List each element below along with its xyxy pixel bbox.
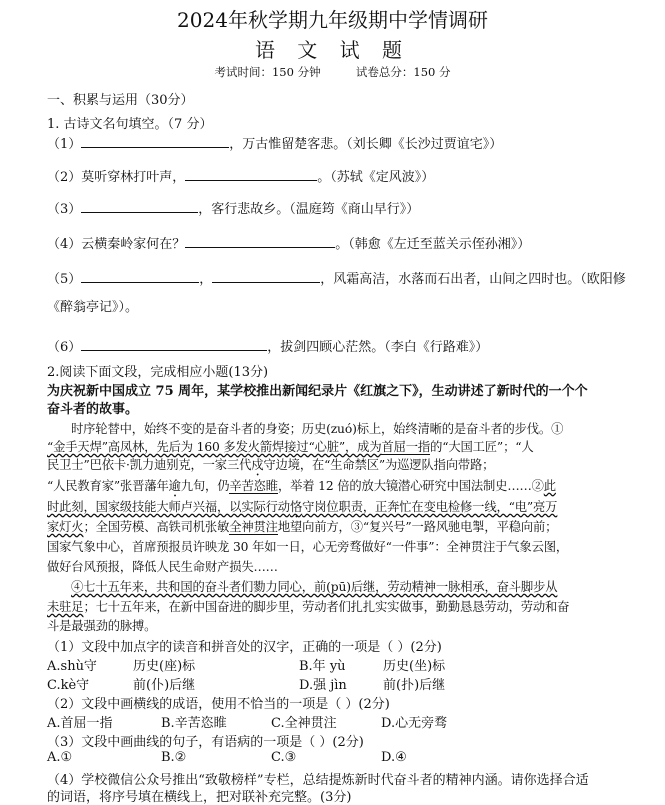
q1-item-2 <box>47 166 434 185</box>
text-span: 的“大国工匠”；“人 <box>430 440 534 454</box>
text-span: 民卫士”巴依卡·凯力迪别克，一家三代 <box>47 458 252 472</box>
item-number: （5） <box>47 272 82 287</box>
answer-blank[interactable] <box>81 135 229 148</box>
sub3-option-d[interactable]: D.④ <box>381 750 407 765</box>
q1-item-3 <box>47 198 419 217</box>
sub2-option-d[interactable]: D.心无旁骛 <box>381 716 448 731</box>
passage-line-9: ④七十五年来，共和国的奋斗者们勠力同心，前(pū)后继，劳动精神一脉相承，奋斗脚步从 <box>71 580 558 594</box>
item-number: （6） <box>47 340 82 355</box>
answer-blank[interactable] <box>81 270 199 283</box>
passage-line-10 <box>47 597 569 615</box>
answer-blank[interactable] <box>185 235 335 248</box>
q2-bold-line-1: 为庆祝新中国成立 75 周年，某学校推出新闻纪录片《红旗之下》，生动讲述了新时代的一个个 <box>47 384 588 399</box>
wavy-sentence-1: “金手天焊”高凤林，先后为 160 多发火箭焊接过“心脏”，成为 <box>47 440 382 454</box>
total-score: 试卷总分：150 分 <box>355 65 451 79</box>
wavy-sentence-4: 未驻足 <box>47 600 84 614</box>
item-number: （4） <box>47 237 82 252</box>
dotted-char-shu: 戍 <box>251 458 264 472</box>
q1-stem: 1. 古诗文名句填空。（7 分） <box>47 117 213 132</box>
sub3-option-a[interactable]: A.① <box>47 750 73 765</box>
item-text: ，风霜高洁，水落而石出者，山间之四时也。（欧阳修 <box>320 272 626 287</box>
sub3-option-b[interactable]: B.② <box>161 750 187 765</box>
item-text: ，客行悲故乡。（温庭筠《商山早行》） <box>198 202 420 217</box>
answer-blank[interactable] <box>212 270 320 283</box>
sub1-option-d-detail: 前(扑)后继 <box>383 678 446 693</box>
passage-line-8: 做好台风预报，降低人民生命财产损失…… <box>47 560 278 574</box>
sub2-option-b[interactable]: B.辛苦恣睢 <box>161 716 227 731</box>
item-number: （1） <box>47 137 82 152</box>
sub1-option-d[interactable]: D.强 jìn <box>299 678 347 693</box>
passage-line-6 <box>47 517 557 535</box>
dotted-char-yu: 逾 <box>168 479 181 493</box>
answer-blank[interactable] <box>81 338 267 351</box>
underlined-idiom-c: 全神贯注 <box>229 520 278 534</box>
answer-blank[interactable] <box>81 200 198 213</box>
item-separator: ， <box>199 272 213 287</box>
sub2-option-c[interactable]: C.全神贯注 <box>271 716 337 731</box>
sub2-option-a[interactable]: A.首屈一指 <box>47 716 113 731</box>
text-span: “人民教育家”张晋藩年 <box>47 479 169 493</box>
item-text: 。（苏轼《定风波》） <box>317 170 435 185</box>
sub1-option-c[interactable]: C.kè守 <box>47 678 90 693</box>
item-text: ，拔剑四顾心茫然。（李白《行路难》） <box>267 340 489 355</box>
sub3-stem: （3）文段中画曲线的句子，有语病的一项是（ ）(2分) <box>47 735 364 750</box>
exam-title: 2024年秋学期九年级期中学情调研 <box>177 8 488 32</box>
passage-line-2 <box>47 437 534 455</box>
passage-line-11: 斗是最强劲的脉搏。 <box>47 619 157 633</box>
passage-line-1: 时序轮替中，始终不变的是奋斗者的身姿；历史(zuó)标上，始终清晰的是奋斗者的步伐。① <box>71 422 564 436</box>
item-prefix: 莫听穿林打叶声， <box>81 170 186 185</box>
text-span: 九旬，仍 <box>180 479 230 493</box>
text-span: ；七十五年来，在新中国奋进的脚步里，劳动者们扎扎实实做事，勤勤恳恳劳动，劳动和奋 <box>83 600 570 614</box>
q1-item-5 <box>47 268 626 287</box>
q2-bold-line-2: 奋斗者的故事。 <box>47 402 139 417</box>
sub3-option-c[interactable]: C.③ <box>271 750 297 765</box>
item-number: （3） <box>47 202 82 217</box>
exam-subtitle: 语 文 试 题 <box>254 38 411 62</box>
text-span: ，举着 12 倍的放大镜潜心研究中国法制史……② <box>277 479 544 493</box>
wavy-sentence-2: 守岗位职责，正奔忙在变电检修一线，“电”亮万 <box>302 500 558 514</box>
item-text: ，万古惟留楚客悲。（刘长卿《长沙过贾谊宅》） <box>229 137 503 152</box>
item-number: （2） <box>47 170 82 185</box>
sub1-option-b[interactable]: B.年 yù <box>299 659 346 674</box>
section-heading: 一、积累与运用（30分） <box>47 93 194 108</box>
q1-item-6 <box>47 336 488 355</box>
wavy-sentence-2: 此 <box>543 479 556 493</box>
sub1-option-a-detail: 历史(座)标 <box>133 659 196 674</box>
item-prefix: 云横秦岭家何在？ <box>81 237 186 252</box>
q1-item-5-cont: 《醉翁亭记》）。 <box>47 300 139 315</box>
wavy-sentence-2: 家灯火 <box>47 520 84 534</box>
dotted-char-ke: 恪 <box>289 500 303 514</box>
underlined-idiom-b: 辛苦恣睢 <box>229 479 278 493</box>
exam-info <box>0 64 665 80</box>
sub1-option-c-detail: 前(仆)后继 <box>133 678 196 693</box>
text-span: 地望向前方，③“复兴号”一路风驰电掣，平稳向前； <box>277 520 558 534</box>
item-text: 。（韩愈《左迁至蓝关示侄孙湘》） <box>335 237 531 252</box>
sub1-option-b-detail: 历史(坐)标 <box>383 659 446 674</box>
q2-stem: 2.阅读下面文段，完成相应小题(13分) <box>47 365 269 380</box>
wavy-sentence-2: 时此刻，国家级技能大师卢兴福，以实际行动 <box>47 500 290 514</box>
text-span: 守边境，在“生命禁区”为巡逻队指向带路； <box>263 458 495 472</box>
sub1-stem: （1）文段中加点字的读音和拼音处的汉字，正确的一项是（ ）(2分) <box>47 640 442 655</box>
underlined-idiom-a: 首屈一指 <box>381 440 431 454</box>
passage-line-7: 国家气象中心，首席预报员许映龙 30 年如一日，心无旁骛做好“一件事”：全神贯注于气象云图， <box>47 540 569 554</box>
answer-blank[interactable] <box>185 168 317 181</box>
text-span: ；全国劳模、高铁司机张敏 <box>83 520 230 534</box>
q1-item-1 <box>47 133 502 152</box>
sub4-stem: （4）学校微信公众号推出“致敬榜样”专栏，总结提炼新时代奋斗者的精神内涵。请你选择合适 <box>47 773 589 788</box>
q1-item-4 <box>47 233 530 252</box>
exam-time: 考试时间：150 分钟 <box>214 65 321 79</box>
sub1-option-a[interactable]: A.shù守 <box>47 659 97 674</box>
sub4-stem-cont: 的词语，将序号填在横线上，把对联补充完整。(3分) <box>47 790 352 805</box>
sub2-stem: （2）文段中画横线的成语，使用不恰当的一项是（ ）(2分) <box>47 697 390 712</box>
